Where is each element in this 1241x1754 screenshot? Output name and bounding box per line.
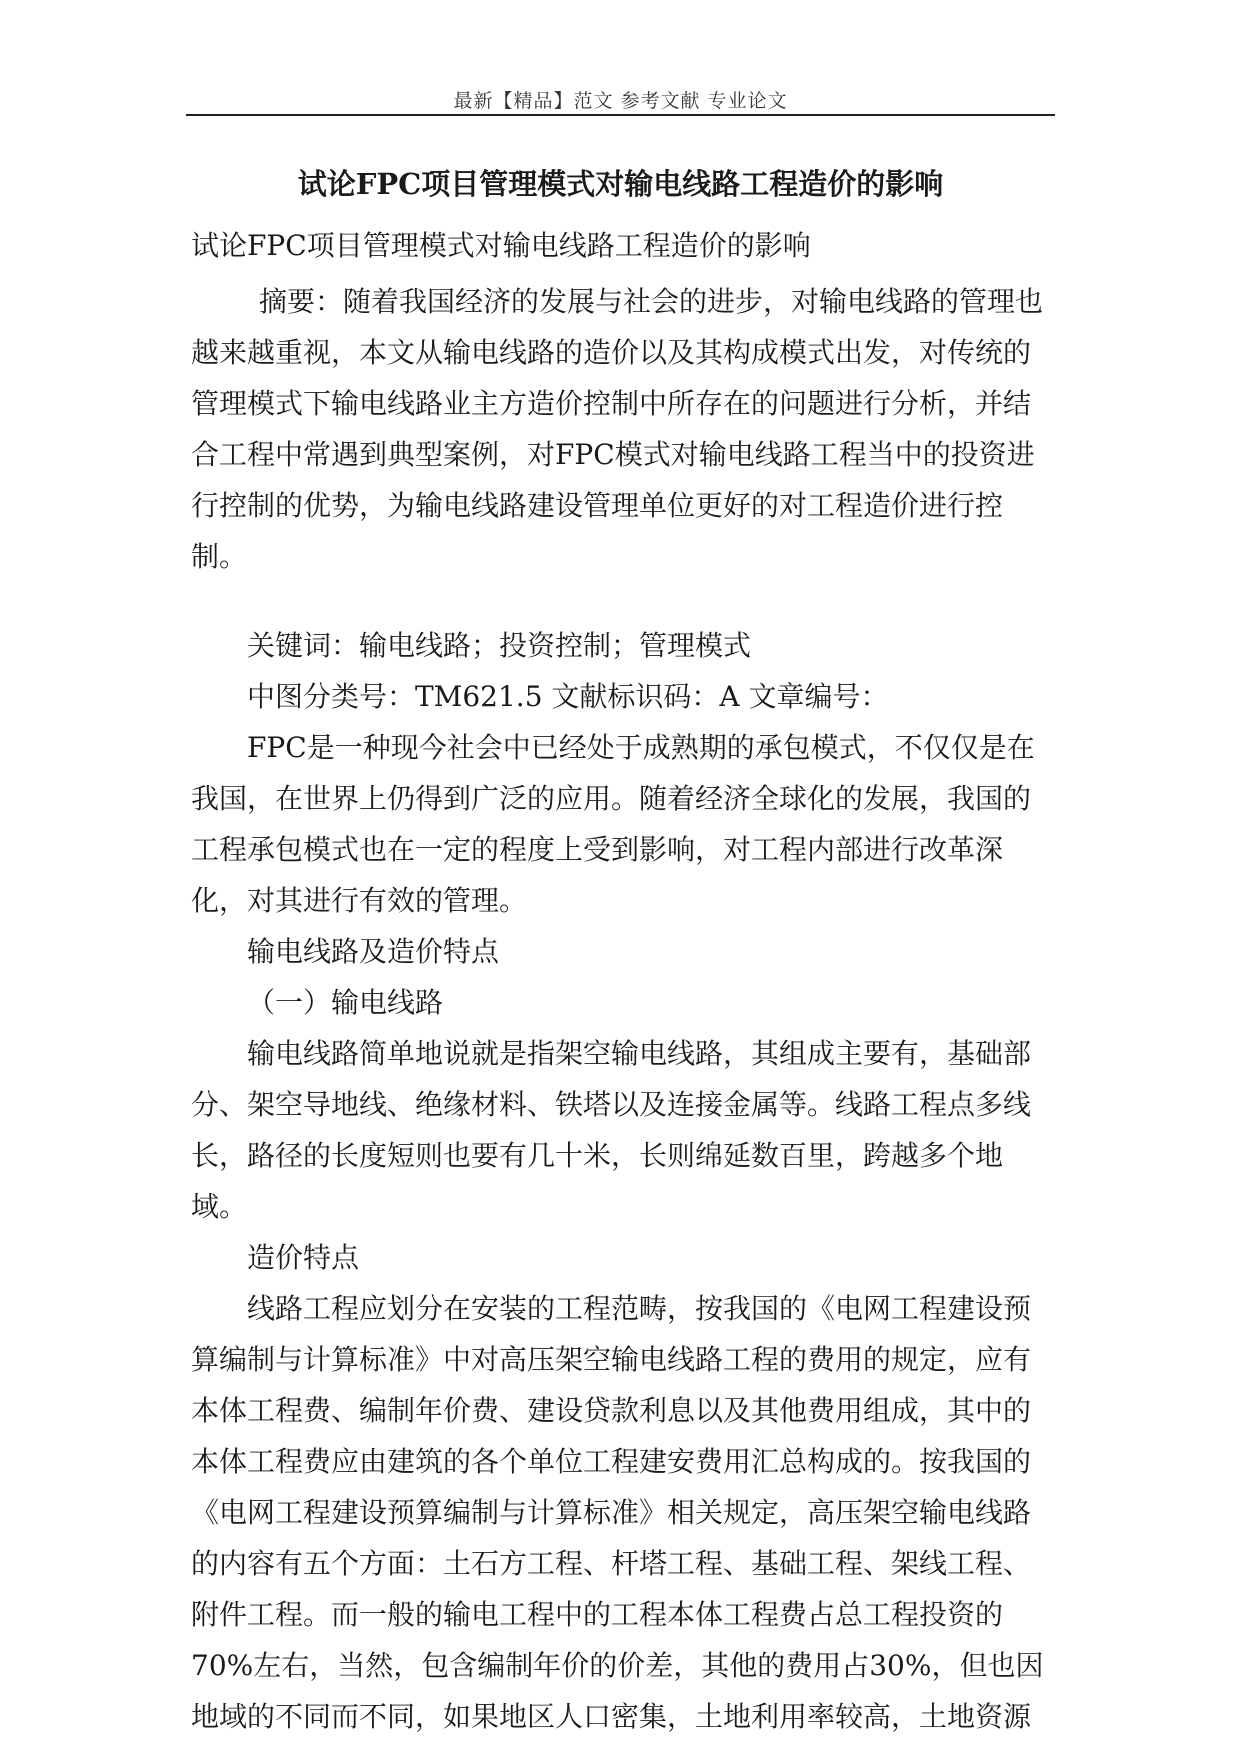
document-subtitle: 试论FPC项目管理模式对输电线路工程造价的影响 xyxy=(191,229,811,262)
keywords-line: 关键词：输电线路；投资控制；管理模式 xyxy=(247,629,752,662)
cost-paragraph: 线路工程应划分在安装的工程范畴，按我国的《电网工程建设预算编制与计算标准》中对高压架空输电线路工程的费用的规定，应有本体工程费、编制年价费、建设贷款利息以及其他费用组成，其中的本体工程费应由建筑的各个单位工程建安费用汇总构成的。按我国的《电网工程建设预算编制与计算标准》相关规定，高压架空输电线路的内容有五个方面：土石方工程、杆塔工程、基础工程、架线工程、附件工程。而一般的输电工程中的工程本体工程费占总工程投资的70%左右，当然，包含编制年价的价差，其他的费用占30%，但也因地域的不同而不同，如果地区人口密集，土地利用率较高，土地资源 xyxy=(191,1292,1044,1733)
section-heading: 输电线路及造价特点 xyxy=(247,935,500,968)
page-header: 最新【精品】范文 参考文献 专业论文 xyxy=(453,90,788,112)
abstract-block xyxy=(191,276,1055,582)
classification-line: 中图分类号：TM621.5 文献标识码：A 文章编号： xyxy=(247,680,889,713)
intro-paragraph: FPC是一种现今社会中已经处于成熟期的承包模式，不仅仅是在我国，在世界上仍得到广泛的应用。随着经济全球化的发展，我国的工程承包模式也在一定的程度上受到影响，对工程内部进行改革深化，对其进行有效的管理。 xyxy=(191,731,1035,917)
subsection-heading: 造价特点 xyxy=(247,1241,360,1274)
document-title: 试论FPC项目管理模式对输电线路工程造价的影响 xyxy=(297,167,944,201)
subsection-heading: （一）输电线路 xyxy=(247,986,444,1019)
lines-paragraph: 输电线路简单地说就是指架空输电线路，其组成主要有，基础部分、架空导地线、绝缘材料、铁塔以及连接金属等。线路工程点多线长，路径的长度短则也要有几十米，长则绵延数百里，跨越多个地域。 xyxy=(191,1037,1032,1223)
abstract-paragraph: 摘要：随着我国经济的发展与社会的进步，对输电线路的管理也越来越重视，本文从输电线路的造价以及其构成模式出发，对传统的管理模式下输电线路业主方造价控制中所存在的问题进行分析，并结合工程中常遇到典型案例，对FPC模式对输电线路工程当中的投资进行控制的优势，为输电线路建设管理单位更好的对工程造价进行控制。 xyxy=(191,285,1044,573)
header-rule xyxy=(186,114,1055,116)
article-body xyxy=(191,620,1055,1742)
